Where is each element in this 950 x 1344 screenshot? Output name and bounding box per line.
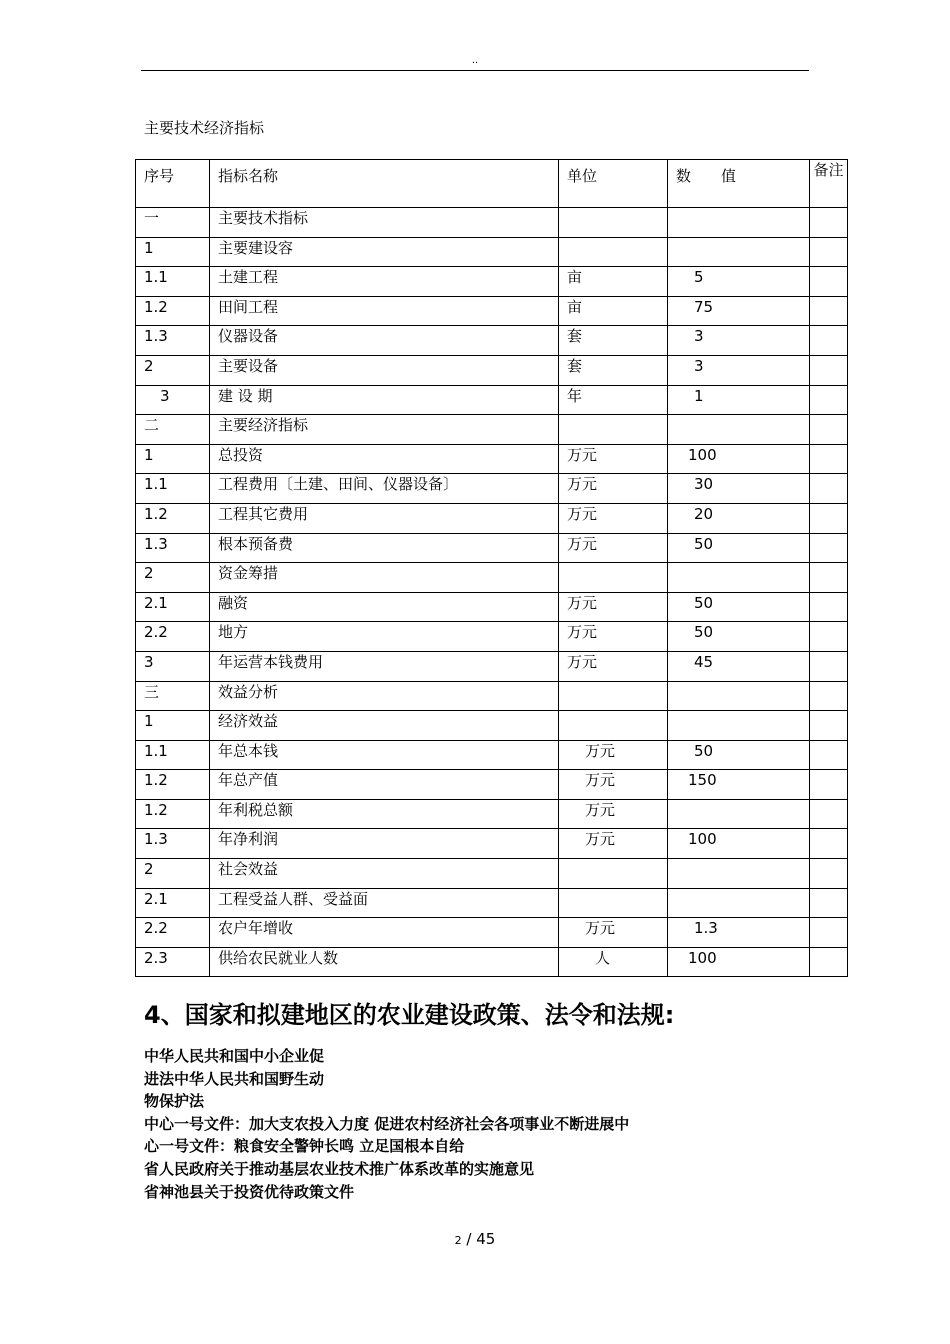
cell-name: 年利税总额 [210,799,559,829]
cell-no: 1 [136,444,210,474]
cell-name: 年总本钱 [210,740,559,770]
cell-value [668,208,810,238]
table-row [136,503,848,533]
cell-value [668,711,810,741]
cell-value: 30 [668,474,810,504]
cell-no: 2 [136,563,210,593]
cell-name: 农户年增收 [210,918,559,948]
cell-no: 2 [136,355,210,385]
cell-value [668,681,810,711]
cell-no: 2.3 [136,947,210,977]
cell-unit: 万元 [559,740,668,770]
cell-no: 一 [136,208,210,238]
cell-note [810,563,848,593]
table-row [136,888,848,918]
cell-name: 经济效益 [210,711,559,741]
cell-no: 1.2 [136,799,210,829]
cell-note [810,237,848,267]
law-item: 进法中华人民共和国野生动 [144,1069,325,1088]
cell-note [810,533,848,563]
law-item: 中心一号文件：加大支农投入力度 促进农村经济社会各项事业不断进展中 [144,1114,630,1133]
header-note: 备注 [810,160,848,208]
cell-unit [559,237,668,267]
cell-unit [559,415,668,445]
cell-value: 100 [668,444,810,474]
table-row [136,829,848,859]
cell-note [810,592,848,622]
cell-no: 1.3 [136,533,210,563]
table-row [136,444,848,474]
page-total: 45 [476,1230,496,1248]
cell-name: 年总产值 [210,770,559,800]
header-value: 数 值 [668,160,810,208]
cell-name: 供给农民就业人数 [210,947,559,977]
cell-value: 50 [668,622,810,652]
cell-note [810,918,848,948]
page-number [0,1230,950,1248]
table-header-row [136,160,848,208]
cell-name: 土建工程 [210,267,559,297]
cell-no: 2 [136,859,210,889]
table-row [136,474,848,504]
cell-unit [559,888,668,918]
cell-name: 主要技术指标 [210,208,559,238]
cell-no: 1.2 [136,296,210,326]
law-item: 省神池县关于投资优待政策文件 [144,1182,355,1201]
cell-no: 3 [136,385,210,415]
cell-unit [559,681,668,711]
cell-note [810,296,848,326]
cell-value [668,799,810,829]
cell-unit: 套 [559,326,668,356]
cell-value: 1.3 [668,918,810,948]
indicators-table [135,159,848,977]
cell-note [810,208,848,238]
cell-name: 融资 [210,592,559,622]
cell-no: 2.1 [136,592,210,622]
cell-name: 资金筹措 [210,563,559,593]
cell-no: 1.1 [136,740,210,770]
cell-unit: 万元 [559,770,668,800]
cell-no: 3 [136,651,210,681]
table-row [136,267,848,297]
table-row [136,740,848,770]
cell-note [810,651,848,681]
cell-note [810,681,848,711]
cell-value [668,859,810,889]
table-row [136,326,848,356]
cell-unit: 万元 [559,918,668,948]
table-row [136,533,848,563]
table-row [136,859,848,889]
cell-value [668,563,810,593]
table-row [136,208,848,238]
table-row [136,799,848,829]
cell-name: 主要建设容 [210,237,559,267]
table-row [136,237,848,267]
cell-no: 1.2 [136,770,210,800]
cell-no: 1.2 [136,503,210,533]
cell-unit: 万元 [559,829,668,859]
law-item: 中华人民共和国中小企业促 [144,1047,325,1065]
cell-name: 总投资 [210,444,559,474]
cell-note [810,740,848,770]
cell-unit: 万元 [559,799,668,829]
cell-no: 1.3 [136,326,210,356]
cell-value [668,888,810,918]
page-separator: / [461,1230,477,1248]
table-row [136,681,848,711]
cell-unit: 亩 [559,267,668,297]
cell-note [810,326,848,356]
table-row [136,651,848,681]
header-unit: 单位 [559,160,668,208]
cell-unit: 套 [559,355,668,385]
table-row [136,563,848,593]
cell-no: 三 [136,681,210,711]
law-item: 物保护法 [144,1092,205,1111]
cell-note [810,503,848,533]
table-row [136,415,848,445]
cell-no: 1.3 [136,829,210,859]
header-rule [141,70,809,71]
cell-note [810,355,848,385]
cell-name: 工程受益人群、受益面 [210,888,559,918]
cell-note [810,415,848,445]
cell-value [668,415,810,445]
cell-unit [559,563,668,593]
cell-name: 根本预备费 [210,533,559,563]
cell-no: 1 [136,237,210,267]
header-name: 指标名称 [210,160,559,208]
cell-name: 田间工程 [210,296,559,326]
law-list [144,1045,629,1203]
cell-name: 主要设备 [210,355,559,385]
cell-name: 年运营本钱费用 [210,651,559,681]
cell-value: 45 [668,651,810,681]
law-item: 心一号文件：粮食安全警钟长鸣 立足国根本自给 [144,1137,465,1156]
cell-unit: 万元 [559,651,668,681]
cell-note [810,474,848,504]
cell-note [810,444,848,474]
cell-note [810,947,848,977]
cell-note [810,385,848,415]
table-row [136,355,848,385]
cell-no: 2.2 [136,918,210,948]
cell-value: 50 [668,533,810,563]
cell-value: 3 [668,326,810,356]
table-row [136,918,848,948]
cell-unit [559,208,668,238]
cell-value: 150 [668,770,810,800]
cell-value: 50 [668,592,810,622]
cell-no: 二 [136,415,210,445]
cell-value: 100 [668,829,810,859]
cell-unit: 万元 [559,474,668,504]
cell-no: 1.1 [136,267,210,297]
table-row [136,711,848,741]
cell-no: 1.1 [136,474,210,504]
cell-unit: 万元 [559,503,668,533]
cell-unit: 万元 [559,592,668,622]
cell-unit: 亩 [559,296,668,326]
cell-value [668,237,810,267]
cell-note [810,711,848,741]
table-row [136,296,848,326]
cell-note [810,829,848,859]
cell-name: 主要经济指标 [210,415,559,445]
cell-note [810,770,848,800]
table-caption: 主要技术经济指标 [144,119,265,137]
cell-note [810,888,848,918]
cell-value: 75 [668,296,810,326]
table-row [136,622,848,652]
cell-name: 建 设 期 [210,385,559,415]
section-heading: 4、国家和拟建地区的农业建设政策、法令和法规: [144,1001,675,1029]
table-row [136,947,848,977]
cell-value: 20 [668,503,810,533]
cell-value: 5 [668,267,810,297]
cell-unit: 年 [559,385,668,415]
cell-name: 工程其它费用 [210,503,559,533]
law-item: 省人民政府关于推动基层农业技术推广体系改革的实施意见 [144,1159,535,1178]
cell-no: 2.1 [136,888,210,918]
cell-unit: 万元 [559,622,668,652]
page-current: 2 [454,1234,462,1247]
cell-name: 社会效益 [210,859,559,889]
cell-note [810,859,848,889]
cell-name: 年净利润 [210,829,559,859]
cell-no: 1 [136,711,210,741]
cell-name: 工程费用〔土建、田间、仪器设备〕 [210,474,559,504]
table-row [136,592,848,622]
cell-unit: 万元 [559,533,668,563]
cell-unit: 人 [559,947,668,977]
cell-name: 地方 [210,622,559,652]
cell-no: 2.2 [136,622,210,652]
cell-note [810,267,848,297]
cell-unit [559,711,668,741]
cell-unit: 万元 [559,444,668,474]
cell-unit [559,859,668,889]
cell-name: 效益分析 [210,681,559,711]
cell-value: 50 [668,740,810,770]
cell-value: 3 [668,355,810,385]
cell-value: 100 [668,947,810,977]
cell-name: 仪器设备 [210,326,559,356]
header-no: 序号 [136,160,210,208]
header-mark: .. [471,55,479,66]
table-row [136,385,848,415]
cell-note [810,622,848,652]
table-row [136,770,848,800]
cell-note [810,799,848,829]
cell-value: 1 [668,385,810,415]
